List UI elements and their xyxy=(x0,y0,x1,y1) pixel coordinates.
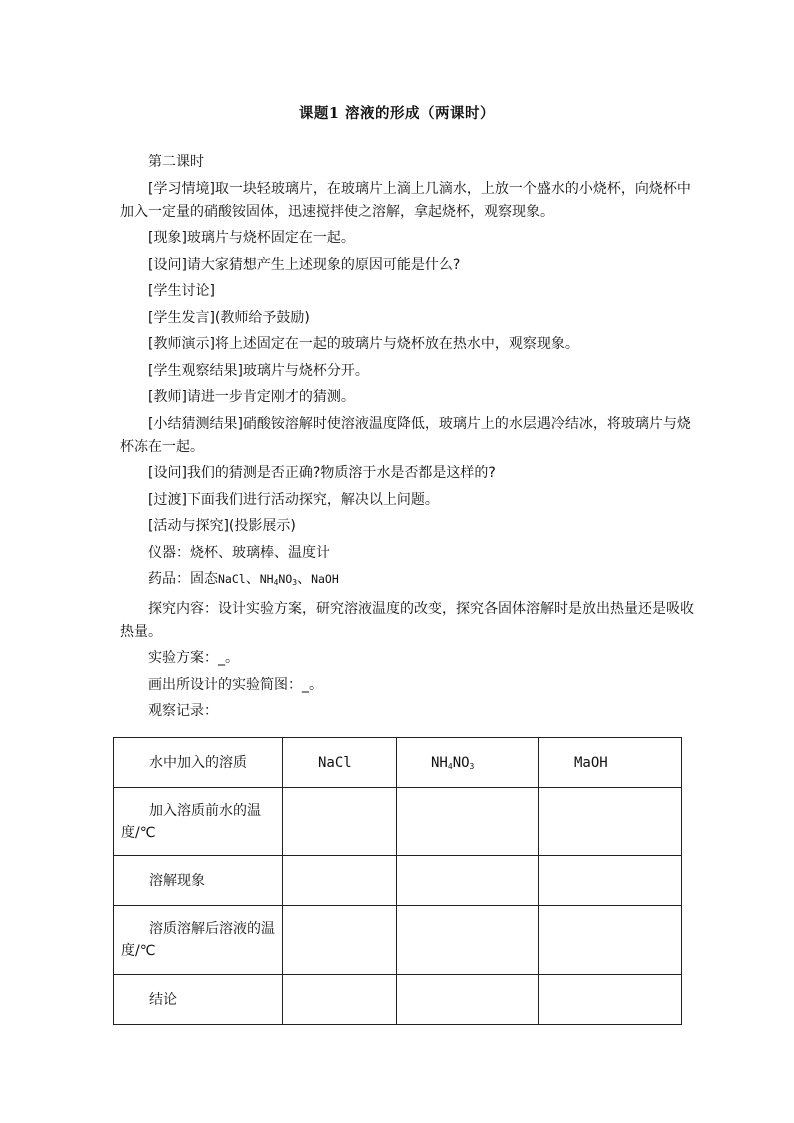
row-label-temp-before: 加入溶质前水的温度/℃ xyxy=(114,788,283,856)
lesson-title: 课题1 溶液的形成（两课时） xyxy=(298,105,496,122)
paragraph-inquiry-content: 探究内容：设计实验方案，研究溶液温度的改变，探究各固体溶解时是放出热量还是吸收热量。 xyxy=(120,600,694,640)
table-cell xyxy=(539,906,682,975)
paragraph-observation-result: [学生观察结果]玻璃片与烧杯分开。 xyxy=(148,362,369,379)
header-nacl: NaCl xyxy=(283,738,397,788)
formula-naoh: NaOH xyxy=(311,572,339,586)
table-cell xyxy=(397,975,539,1025)
table-cell xyxy=(539,856,682,906)
header-maoh: MaOH xyxy=(539,738,682,788)
formula-subscript: 3 xyxy=(469,761,475,771)
formula-part: NH xyxy=(431,754,448,771)
table-cell xyxy=(283,906,397,975)
header-solute-label: 水中加入的溶质 xyxy=(114,738,283,788)
paragraph-lesson-period: 第二课时 xyxy=(148,154,204,170)
drugs-prefix: 药品：固态 xyxy=(148,571,218,587)
paragraph-guess-summary: [小结猜测结果]硝酸铵溶解时使溶液温度降低，玻璃片上的水层遇冷结冰，将玻璃片与烧杯冻在一起。 xyxy=(120,415,691,455)
header-nh4no3 xyxy=(397,738,539,788)
paragraph-question-2: [设问]我们的猜测是否正确?物质溶于水是否都是这样的? xyxy=(148,465,496,481)
table-row xyxy=(114,788,682,856)
table-row xyxy=(114,975,682,1025)
paragraph-student-discussion: [学生讨论] xyxy=(148,283,215,299)
separator: 、 xyxy=(245,571,260,587)
table-cell xyxy=(283,856,397,906)
table-cell xyxy=(539,975,682,1025)
paragraph-learning-context: [学习情境]取一块轻玻璃片，在玻璃片上滴上几滴水，上放一个盛水的小烧杯，向烧杯中加入一定量的硝酸铵固体，迅速搅拌使之溶解，拿起烧杯，观察现象。 xyxy=(120,180,691,220)
formula-part: NO xyxy=(278,572,293,586)
formula-nacl: NaCl xyxy=(218,572,246,586)
paragraph-teacher-demo: [教师演示]将上述固定在一起的玻璃片与烧杯放在热水中，观察现象。 xyxy=(148,336,579,352)
paragraph-phenomenon: [现象]玻璃片与烧杯固定在一起。 xyxy=(148,230,355,246)
formula-subscript: 4 xyxy=(447,761,453,771)
table-header-row xyxy=(114,738,682,788)
table-cell xyxy=(283,788,397,856)
table-cell xyxy=(539,788,682,856)
paragraph-drugs xyxy=(120,568,694,594)
paragraph-instruments: 仪器：烧杯、玻璃棒、温度计 xyxy=(148,544,330,561)
paragraph-teacher: [教师]请进一步肯定刚才的猜测。 xyxy=(148,389,355,405)
separator: 、 xyxy=(297,571,312,587)
lesson-body xyxy=(120,151,694,723)
formula-nh4no3 xyxy=(260,572,297,586)
table-row xyxy=(114,906,682,975)
formula-part: NO xyxy=(452,754,470,771)
table-cell xyxy=(397,906,539,975)
table-cell xyxy=(397,856,539,906)
row-label-conclusion: 结论 xyxy=(114,975,283,1025)
paragraph-experiment-sketch: 画出所设计的实验简图：_。 xyxy=(148,676,323,693)
table-cell xyxy=(397,788,539,856)
paragraph-student-speech: [学生发言](教师给予鼓励) xyxy=(148,309,310,326)
table-cell xyxy=(283,975,397,1025)
paragraph-question: [设问]请大家猜想产生上述现象的原因可能是什么? xyxy=(148,256,461,273)
row-label-temp-after: 溶质溶解后溶液的温度/℃ xyxy=(114,906,283,975)
formula-part: NH xyxy=(259,572,274,586)
formula-subscript: 3 xyxy=(292,578,298,587)
paragraph-activity: [活动与探究](投影展示) xyxy=(148,518,296,534)
paragraph-transition: [过渡]下面我们进行活动探究，解决以上问题。 xyxy=(148,491,439,508)
observation-table xyxy=(113,737,682,1025)
paragraph-experiment-plan: 实验方案：_。 xyxy=(148,650,239,666)
table-row xyxy=(114,856,682,906)
paragraph-observation-record: 观察记录： xyxy=(148,703,218,719)
formula-subscript: 4 xyxy=(273,578,279,587)
row-label-phenomenon: 溶解现象 xyxy=(114,856,283,906)
